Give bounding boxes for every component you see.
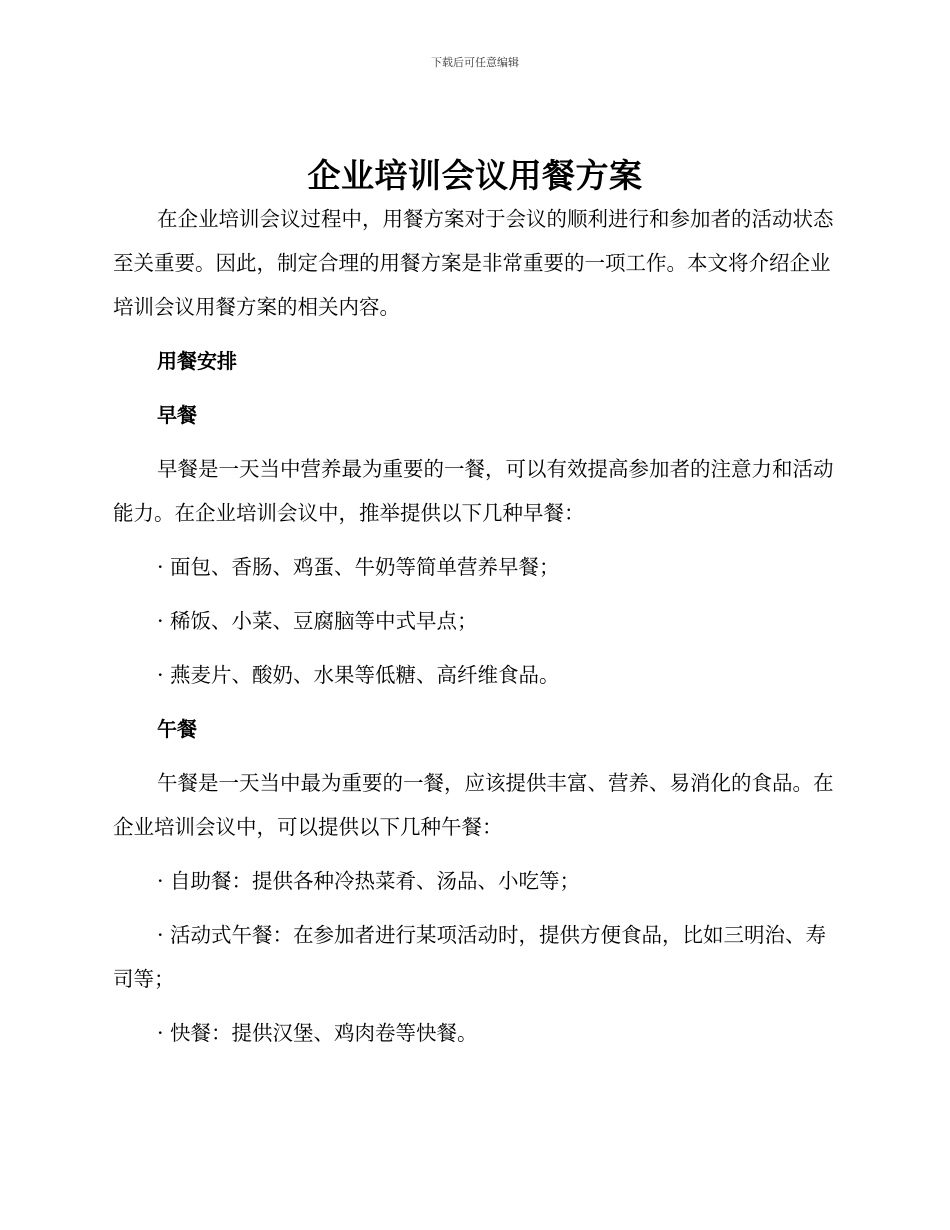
breakfast-item: · 面包、香肠、鸡蛋、牛奶等简单营养早餐； <box>157 555 560 579</box>
header-note: 下载后可任意编辑 <box>431 56 519 69</box>
intro-paragraph: 在企业培训会议过程中，用餐方案对于会议的顺利进行和参加者的活动状态至关重要。因此，制定合理的用餐方案是非常重要的一项工作。本文将介绍企业培训会议用餐方案的相关内容。 <box>113 207 834 319</box>
lunch-item: · 活动式午餐：在参加者进行某项活动时，提供方便食品，比如三明治、寿司等； <box>113 923 827 991</box>
breakfast-paragraph: 早餐是一天当中营养最为重要的一餐，可以有效提高参加者的注意力和活动能力。在企业培训会议中，推举提供以下几种早餐： <box>113 457 834 525</box>
section-heading-breakfast: 早餐 <box>157 403 197 427</box>
lunch-item: · 快餐：提供汉堡、鸡肉卷等快餐。 <box>157 1021 478 1045</box>
breakfast-item: · 稀饭、小菜、豆腐脑等中式早点； <box>157 609 478 633</box>
document-body <box>113 197 841 1065</box>
breakfast-item: · 燕麦片、酸奶、水果等低糖、高纤维食品。 <box>157 663 560 687</box>
document-title: 企业培训会议用餐方案 <box>307 156 643 195</box>
lunch-paragraph: 午餐是一天当中最为重要的一餐，应该提供丰富、营养、易消化的食品。在企业培训会议中，可以提供以下几种午餐： <box>113 771 834 839</box>
lunch-item: · 自助餐：提供各种冷热菜肴、汤品、小吃等； <box>157 869 581 893</box>
section-heading-meal-arrangement: 用餐安排 <box>157 349 237 373</box>
section-heading-lunch: 午餐 <box>157 717 197 741</box>
